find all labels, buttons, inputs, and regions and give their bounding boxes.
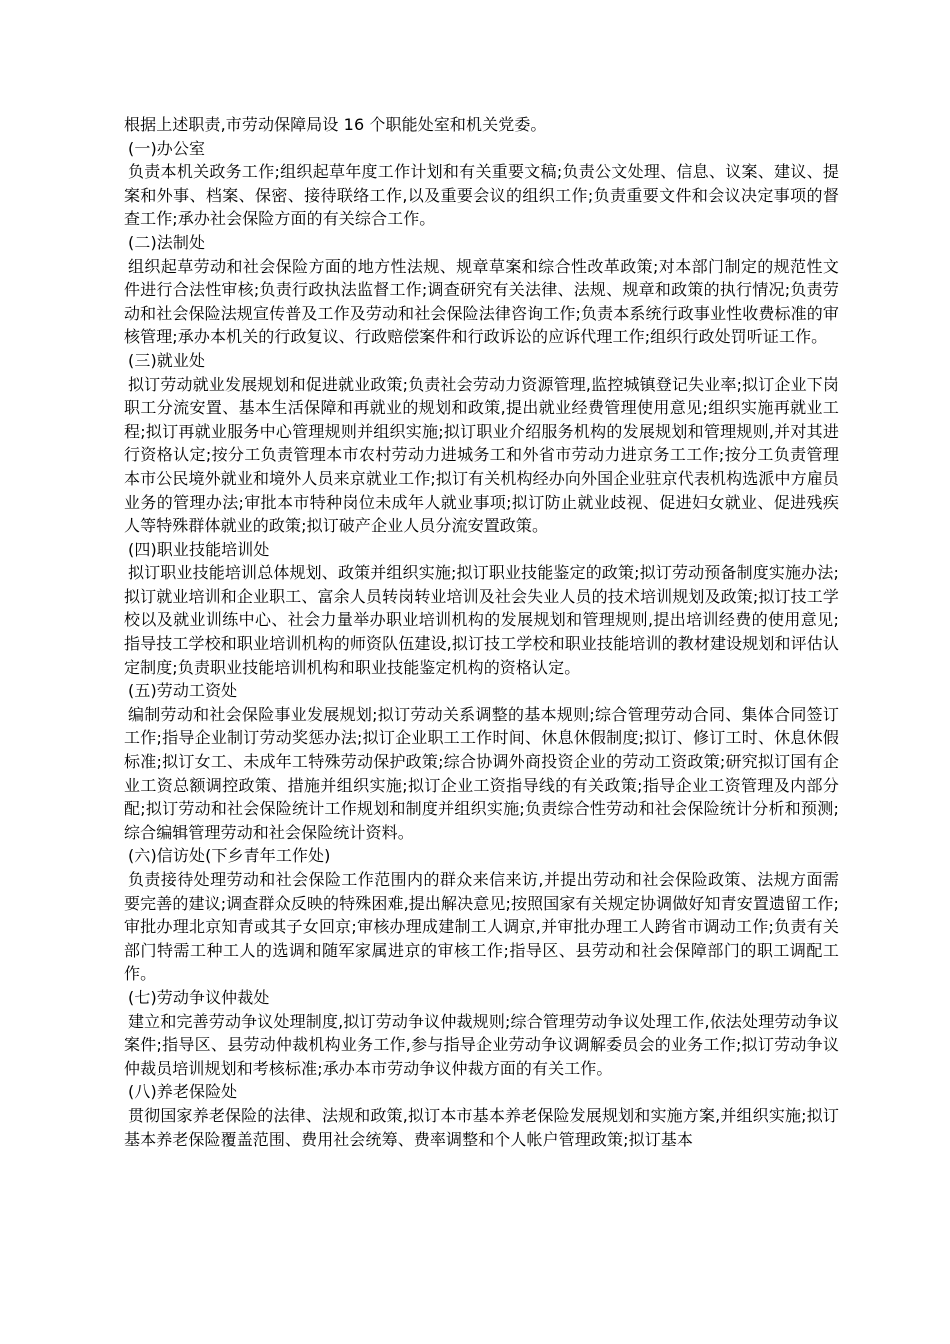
section-body-petitions: 负责接待处理劳动和社会保险工作范围内的群众来信来访,并提出劳动和社会保险政策、法规方面需要完善的建议;调查群众反映的特殊困难,提出解决意见;按照国家有关规定协调做好知青安置遗留工作;审批办理北京知青或其子女回京;审核办理成建制工人调京,并审批办理工人跨省市调动工作;负责有关部门特需工种工人的选调和随军家属进京的审核工作;指导区、县劳动和社会保障部门的职工调配工作。 — [124, 870, 839, 984]
section-body-legal: 组织起草劳动和社会保险方面的地方性法规、规章草案和综合性改革政策;对本部门制定的规范性文件进行合法性审核;负责行政执法监督工作;调查研究有关法律、法规、规章和政策的执行情况;负责劳动和社会保险法规宣传普及工作及劳动和社会保险法律咨询工作;负责本系统行政事业性收费标准的审核管理;承办本机关的行政复议、行政赔偿案件和行政诉讼的应诉代理工作;组织行政处罚听证工作。 — [124, 256, 839, 347]
intro-paragraph: 根据上述职责,市劳动保障局设 16 个职能处室和机关党委。 — [124, 115, 547, 134]
section-body-employment: 拟订劳动就业发展规划和促进就业政策;负责社会劳动力资源管理,监控城镇登记失业率;拟订企业下岗职工分流安置、基本生活保障和再就业的规划和政策,提出就业经费管理使用意见;组织实施再就业工程;拟订再就业服务中心管理规则并组织实施;拟订职业介绍服务机构的发展规划和管理规则,并对其进行资格认定;按分工负责管理本市农村劳动力进城务工和外省市劳动力进京务工工作;按分工负责管理本市公民境外就业和境外人员来京就业工作;拟订有关机构经办向外国企业驻京代表机构选派中方雇员业务的管理办法;审批本市特种岗位未成年人就业事项;拟订防止就业歧视、促进妇女就业、促进残疾人等特殊群体就业的政策;拟订破产企业人员分流安置政策。 — [124, 374, 839, 536]
section-heading-petitions: (六)信访处(下乡青年工作处) — [128, 846, 331, 866]
section-body-pension: 贯彻国家养老保险的法律、法规和政策,拟订本市基本养老保险发展规划和实施方案,并组织实施;拟订基本养老保险覆盖范围、费用社会统筹、费率调整和个人帐户管理政策;拟订基本 — [124, 1105, 839, 1149]
section-heading-labor-wages: (五)劳动工资处 — [128, 681, 238, 701]
document-page — [124, 113, 839, 1151]
section-heading-pension: (八)养老保险处 — [128, 1082, 238, 1102]
section-body-office: 负责本机关政务工作;组织起草年度工作计划和有关重要文稿;负责公文处理、信息、议案、建议、提案和外事、档案、保密、接待联络工作,以及重要会议的组织工作;负责重要文件和会议决定事项的督查工作;承办社会保险方面的有关综合工作。 — [124, 162, 839, 229]
section-heading-legal: (二)法制处 — [128, 232, 206, 252]
section-heading-office: (一)办公室 — [128, 138, 206, 158]
section-heading-skills-training: (四)职业技能培训处 — [128, 539, 270, 559]
section-heading-arbitration: (七)劳动争议仲裁处 — [128, 987, 270, 1007]
section-body-arbitration: 建立和完善劳动争议处理制度,拟订劳动争议仲裁规则;综合管理劳动争议处理工作,依法处理劳动争议案件;指导区、县劳动仲裁机构业务工作,参与指导企业劳动争议调解委员会的业务工作;拟订劳动争议仲裁员培训规划和考核标准;承办本市劳动争议仲裁方面的有关工作。 — [124, 1011, 839, 1078]
section-body-skills-training: 拟订职业技能培训总体规划、政策并组织实施;拟订职业技能鉴定的政策;拟订劳动预备制度实施办法;拟订就业培训和企业职工、富余人员转岗转业培训及社会失业人员的技术培训规划及政策;拟订技工学校以及就业训练中心、社会力量举办职业培训机构的发展规划和管理规则,提出培训经费的使用意见;指导技工学校和职业培训机构的师资队伍建设,拟订技工学校和职业技能培训的教材建设规划和评估认定制度;负责职业技能培训机构和职业技能鉴定机构的资格认定。 — [124, 563, 839, 677]
section-body-labor-wages: 编制劳动和社会保险事业发展规划;拟订劳动关系调整的基本规则;综合管理劳动合同、集体合同签订工作;指导企业制订劳动奖惩办法;拟订企业职工工作时间、休息休假制度;拟订、修订工时、休息休假标准;拟订女工、未成年工特殊劳动保护政策;综合协调外商投资企业的劳动工资政策;研究拟订国有企业工资总额调控政策、措施并组织实施;拟订企业工资指导线的有关政策;指导企业工资管理及内部分配;拟订劳动和社会保险统计工作规划和制度并组织实施;负责综合性劳动和社会保险统计分析和预测;综合编辑管理劳动和社会保险统计资料。 — [124, 704, 839, 842]
section-heading-employment: (三)就业处 — [128, 350, 206, 370]
